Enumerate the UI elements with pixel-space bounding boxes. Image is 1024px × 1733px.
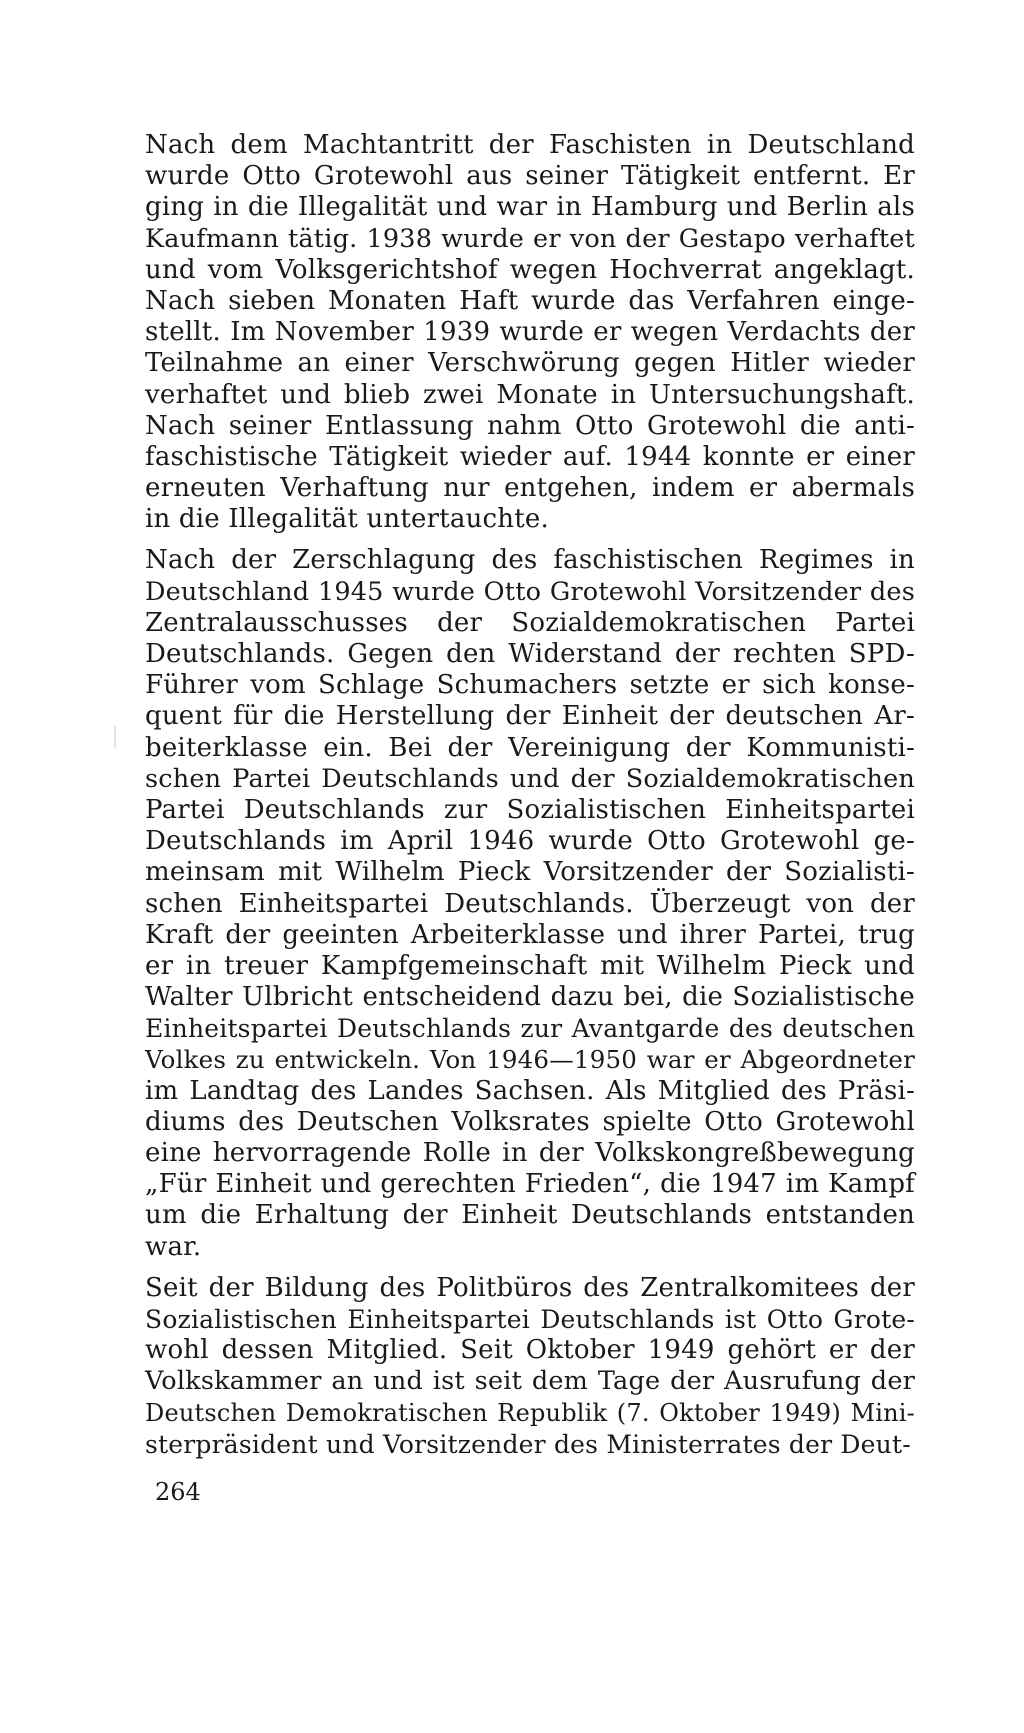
text-line: verhaftet und blieb zwei Monate in Untersuchungshaft. [145,379,915,410]
text-line: Teilnahme an einer Verschwörung gegen Hitler wieder [145,348,915,379]
text-line: Partei Deutschlands zur Sozialistischen Einheitspartei [145,794,915,825]
text-line: eine hervorragende Rolle in der Volkskongreßbewegung [145,1138,915,1168]
text-line: er in treuer Kampfgemeinschaft mit Wilhelm Pieck und [145,950,915,981]
text-line: Kaufmann tätig. 1938 wurde er von der Gestapo verhaftet [145,223,915,254]
text-line: faschistische Tätigkeit wieder auf. 1944 konnte er einer [145,441,915,472]
text-line: sterpräsident und Vorsitzender des Ministerrates der Deut- [145,1429,911,1459]
text-line: und vom Volksgerichtshof wegen Hochverrat angeklagt. [145,254,915,285]
text-line: Führer vom Schlage Schumachers setzte er sich konse- [145,670,915,701]
text-line: Volkes zu entwickeln. Von 1946—1950 war er Abgeordneter [145,1045,915,1075]
text-line: Walter Ulbricht entscheidend dazu bei, die Sozialistische [145,982,915,1013]
text-line: wohl dessen Mitglied. Seit Oktober 1949 gehört er der [145,1335,915,1366]
text-line: Nach sieben Monaten Haft wurde das Verfahren einge- [145,285,915,316]
text-line: beiterklasse ein. Bei der Vereinigung der Kommunisti- [145,732,915,763]
text-line: schen Partei Deutschlands und der Sozialdemokratischen [145,763,915,794]
text-line: Kraft der geeinten Arbeiterklasse und ihrer Partei, trug [145,919,915,950]
paragraph-3 [145,1273,915,1460]
text-line: Deutschland 1945 wurde Otto Grotewohl Vorsitzender des [145,576,915,607]
text-line: diums des Deutschen Volksrates spielte Otto Grotewohl [145,1106,915,1137]
text-line: war. [145,1231,202,1262]
text-line: schen Einheitspartei Deutschlands. Überzeugt von der [145,888,915,919]
text-line: Deutschlands. Gegen den Widerstand der rechten SPD- [145,639,915,669]
text-line: im Landtag des Landes Sachsen. Als Mitglied des Präsi- [145,1075,915,1106]
text-line: Nach seiner Entlassung nahm Otto Grotewohl die anti- [145,410,915,441]
page-number: 264 [155,1478,201,1506]
text-line: in die Illegalität untertauchte. [145,504,549,535]
text-line: Volkskammer an und ist seit dem Tage der Ausrufung der [145,1366,915,1397]
text-line: erneuten Verhaftung nur entgehen, indem er abermals [145,473,915,504]
page-body [145,130,915,1470]
text-line: stellt. Im November 1939 wurde er wegen Verdachts der [145,317,915,348]
text-line: Nach dem Machtantritt der Faschisten in Deutschland [145,130,915,160]
paragraph-2 [145,545,915,1262]
text-line: Seit der Bildung des Politbüros des Zentralkomitees der [145,1272,915,1303]
text-line: Nach der Zerschlagung des faschistischen Regimes in [145,545,915,576]
text-line: Deutschlands im April 1946 wurde Otto Grotewohl ge- [145,826,915,857]
text-line: Zentralausschusses der Sozialdemokratischen Partei [145,607,915,638]
margin-mark [114,726,116,748]
text-line: wurde Otto Grotewohl aus seiner Tätigkeit entfernt. Er [145,161,915,192]
paragraph-1 [145,130,915,535]
text-line: Deutschen Demokratischen Republik (7. Oktober 1949) Mini- [145,1398,915,1427]
text-line: ging in die Illegalität und war in Hamburg und Berlin als [145,192,915,223]
text-line: quent für die Herstellung der Einheit der deutschen Ar- [145,701,915,732]
text-line: Sozialistischen Einheitspartei Deutschlands ist Otto Grote- [145,1304,915,1334]
text-line: meinsam mit Wilhelm Pieck Vorsitzender der Sozialisti- [145,857,915,888]
text-line: „Für Einheit und gerechten Frieden“, die 1947 im Kampf [145,1169,915,1200]
text-line: Einheitspartei Deutschlands zur Avantgarde des deutschen [145,1014,915,1044]
text-line: um die Erhaltung der Einheit Deutschlands entstanden [145,1200,915,1231]
